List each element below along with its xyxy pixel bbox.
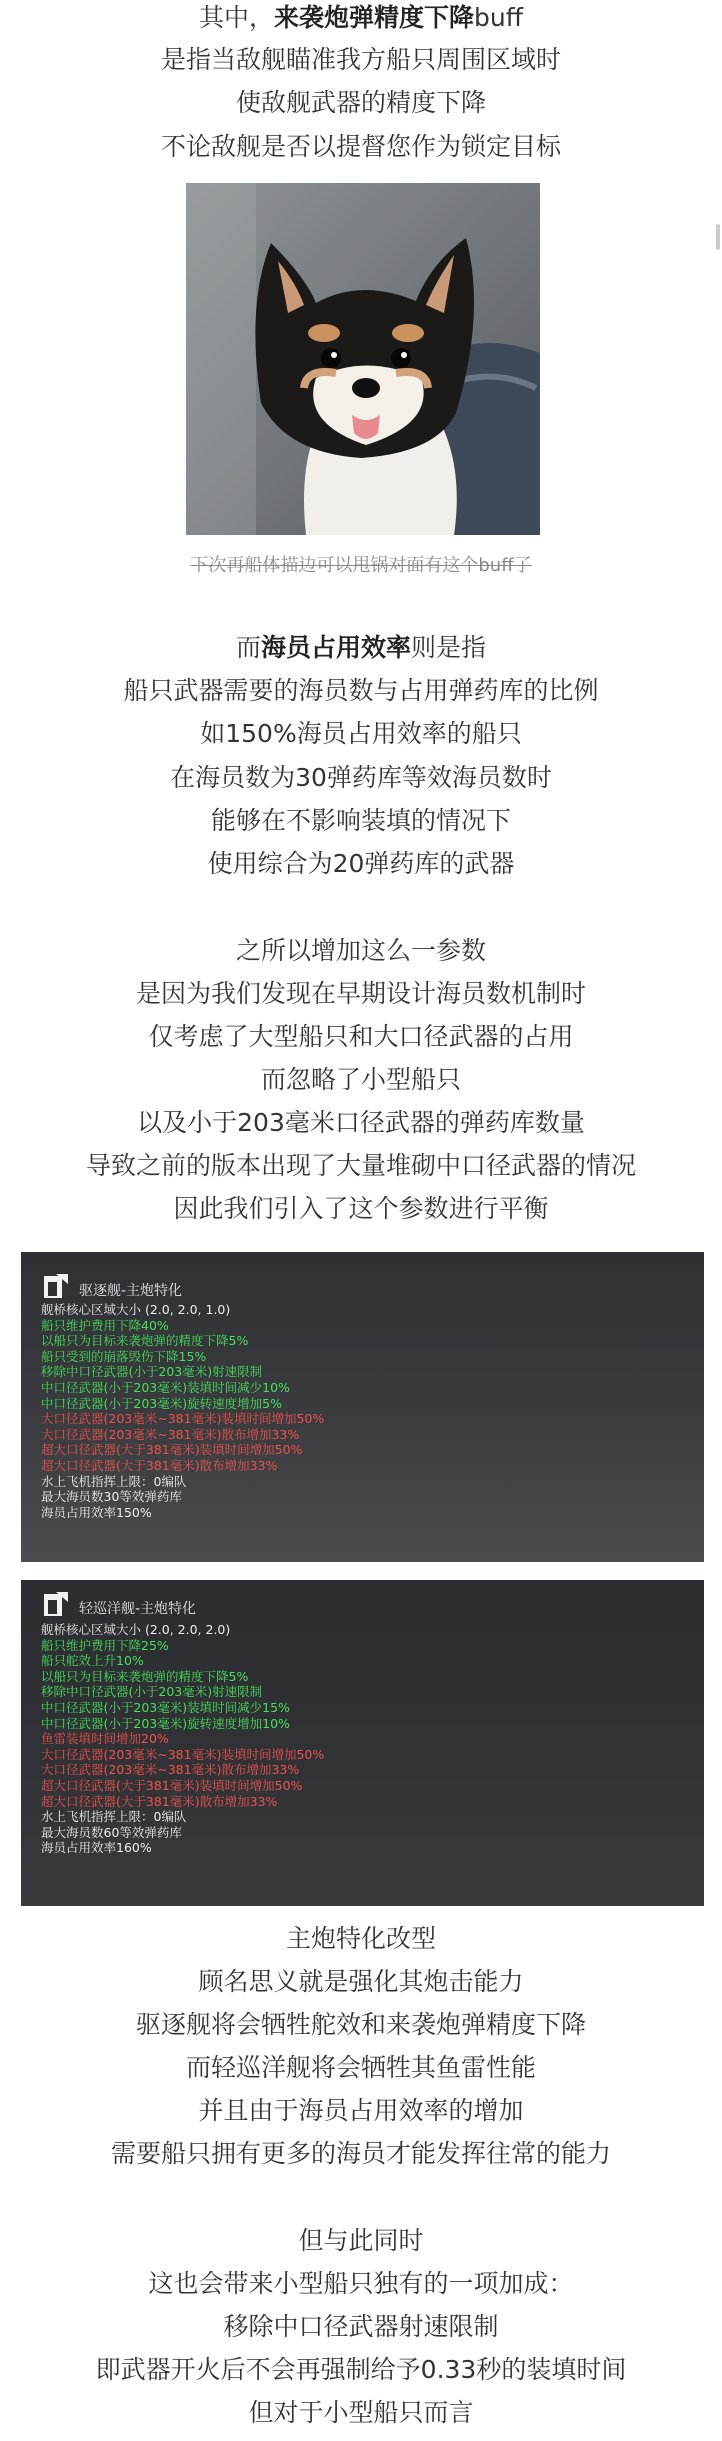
panel-title-text: 轻巡洋舰-主炮特化 — [79, 1601, 197, 1617]
but-line-4: 即武器开火后不会再强制给予0.33秒的装填时间 — [95, 2355, 627, 2384]
why-line-3: 仅考虑了大型船只和大口径武器的占用 — [148, 1022, 574, 1051]
panel-stat-line: 中口径武器(小于203毫米)装填时间减少10% — [41, 1379, 290, 1395]
panel-stat-line: 舰桥核心区域大小 (2.0, 2.0, 1.0) — [41, 1302, 231, 1317]
why-line-2: 是因为我们发现在早期设计海员数机制时 — [135, 979, 586, 1008]
intro-line-4: 不论敌舰是否以提督您作为锁定目标 — [160, 132, 561, 161]
panel-title-text: 驱逐舰-主炮特化 — [79, 1283, 183, 1299]
panel-stat-line: 中口径武器(小于203毫米)装填时间减少15% — [41, 1699, 290, 1715]
but-line-1: 但与此同时 — [298, 2226, 424, 2255]
panel-stat-line: 超大口径武器(大于381毫米)散布增加33% — [41, 1457, 278, 1473]
panel-stat-line: 船只维护费用下降25% — [41, 1637, 169, 1653]
why-line-6: 导致之前的版本出现了大量堆砌中口径武器的情况 — [85, 1151, 636, 1180]
light-cruiser-mod-panel — [21, 1580, 704, 1906]
panel-stat-line: 船只维护费用下降40% — [41, 1317, 169, 1333]
why-line-7: 因此我们引入了这个参数进行平衡 — [173, 1194, 549, 1223]
panel-stat-line: 最大海员数60等效弹药库 — [41, 1824, 182, 1840]
panel-stat-line: 水上飞机指挥上限：0编队 — [41, 1809, 187, 1825]
why-line-5: 以及小于203毫米口径武器的弹药库数量 — [137, 1108, 585, 1137]
shiba-dog-illustration — [186, 183, 540, 535]
mod-line-6: 需要船只拥有更多的海员才能发挥往常的能力 — [110, 2139, 611, 2168]
ship-class-icon — [43, 1590, 69, 1618]
panel-stat-list — [41, 1302, 324, 1520]
panel-stat-line: 船只舵效上升10% — [41, 1653, 144, 1669]
mod-line-1: 主炮特化改型 — [285, 1924, 436, 1953]
intro-line-1: 其中，来袭炮弹精度下降buff — [199, 3, 523, 32]
shiba-dog-photo — [186, 183, 540, 535]
mod-line-4: 而轻巡洋舰将会牺牲其鱼雷性能 — [185, 2053, 536, 2082]
why-line-1: 之所以增加这么一参数 — [235, 936, 486, 965]
but-line-3: 移除中口径武器射速限制 — [223, 2312, 499, 2341]
but-line-2: 这也会带来小型船只独有的一项加成： — [148, 2269, 574, 2298]
crew-line-4: 在海员数为30弹药库等效海员数时 — [170, 763, 552, 792]
panel-stat-line: 中口径武器(小于203毫米)旋转速度增加10% — [41, 1715, 290, 1731]
panel-stat-line: 大口径武器(203毫米~381毫米)散布增加33% — [41, 1426, 300, 1442]
but-line-5: 但对于小型船只而言 — [248, 2398, 474, 2427]
panel-stat-line: 水上飞机指挥上限：0编队 — [41, 1473, 187, 1489]
intro-line-3: 使敌舰武器的精度下降 — [235, 88, 486, 117]
panel-stat-line: 海员占用效率150% — [41, 1504, 152, 1520]
panel-stat-line: 超大口径武器(大于381毫米)散布增加33% — [41, 1793, 278, 1809]
panel-stat-line: 移除中口径武器(小于203毫米)射速限制 — [41, 1684, 263, 1700]
crew-line-2: 船只武器需要的海员数与占用弹药库的比例 — [123, 676, 599, 705]
panel-stat-line: 移除中口径武器(小于203毫米)射速限制 — [41, 1364, 263, 1380]
panel-stat-line: 以船只为目标来袭炮弹的精度下降5% — [41, 1668, 249, 1684]
crew-line-6: 使用综合为20弹药库的武器 — [207, 849, 515, 878]
scroll-indicator[interactable] — [716, 224, 720, 250]
panel-stat-line: 大口径武器(203毫米~381毫米)装填时间增加50% — [41, 1411, 325, 1427]
panel-stat-line: 超大口径武器(大于381毫米)装填时间增加50% — [41, 1777, 303, 1793]
crew-line-3: 如150%海员占用效率的船只 — [200, 719, 522, 748]
crew-line-5: 能够在不影响装填的情况下 — [210, 806, 511, 835]
mod-line-2: 顾名思义就是强化其炮击能力 — [198, 1967, 524, 1996]
why-line-4: 而忽略了小型船只 — [260, 1065, 461, 1094]
panel-stat-line: 船只受到的崩落毁伤下降15% — [41, 1348, 207, 1364]
panel-stat-line: 以船只为目标来袭炮弹的精度下降5% — [41, 1333, 249, 1349]
crew-line-1: 而海员占用效率则是指 — [235, 633, 487, 662]
panel-stat-list — [41, 1622, 324, 1856]
panel-stat-line: 最大海员数30等效弹药库 — [41, 1489, 182, 1505]
destroyer-mod-panel — [21, 1252, 704, 1562]
panel-stat-line: 鱼雷装填时间增加20% — [41, 1731, 169, 1747]
panel-stat-line: 中口径武器(小于203毫米)旋转速度增加5% — [41, 1395, 282, 1411]
panel-stat-line: 大口径武器(203毫米~381毫米)装填时间增加50% — [41, 1746, 325, 1762]
mod-line-5: 并且由于海员占用效率的增加 — [198, 2096, 524, 2125]
panel-stat-line: 大口径武器(203毫米~381毫米)散布增加33% — [41, 1762, 300, 1778]
panel-stat-line: 舰桥核心区域大小 (2.0, 2.0, 2.0) — [41, 1622, 231, 1637]
panel-stat-line: 海员占用效率160% — [41, 1840, 152, 1856]
photo-caption: 下次再船体描边可以甩锅对面有这个buff了 — [190, 555, 532, 576]
mod-line-3: 驱逐舰将会牺牲舵效和来袭炮弹精度下降 — [135, 2010, 586, 2039]
intro-line-2: 是指当敌舰瞄准我方船只周围区域时 — [160, 45, 561, 74]
ship-class-icon — [43, 1272, 69, 1300]
panel-stat-line: 超大口径武器(大于381毫米)装填时间增加50% — [41, 1442, 303, 1458]
